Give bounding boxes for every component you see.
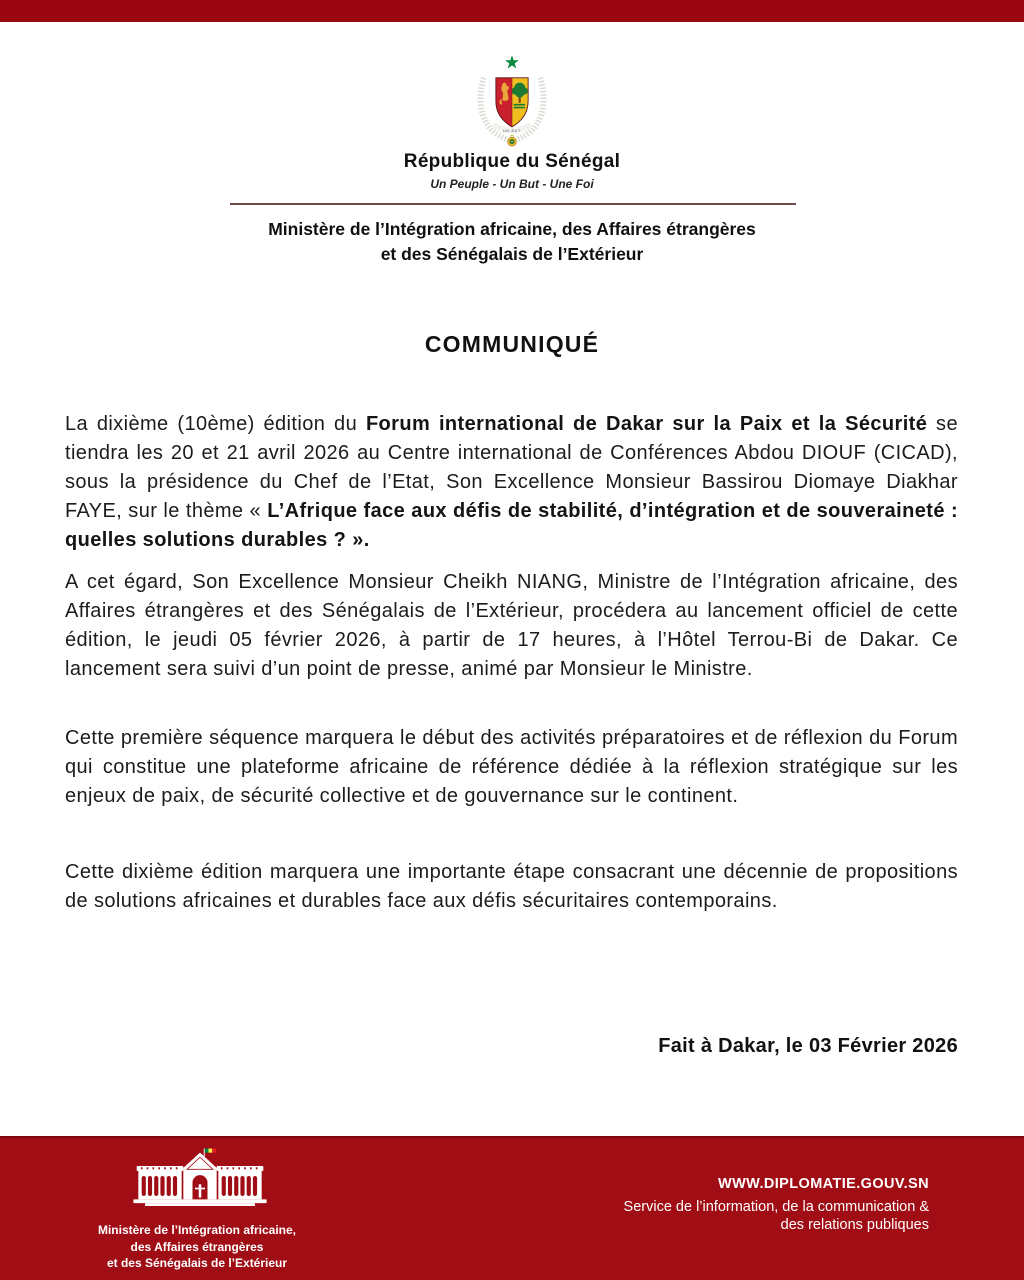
paragraph-3: Cette première séquence marquera le début des activités préparatoires et de réflexion du Forum qui constitue une plateforme africaine de référence dédiée à la réflexion stratégique sur les enjeux de paix, de sécurité collective et de gouvernance sur le continent.	[65, 727, 958, 807]
dateline: Fait à Dakar, le 03 Février 2026	[658, 1035, 958, 1057]
footer-ministry-line3: et des Sénégalais de l’Extérieur	[106, 1256, 288, 1270]
footer-service-line2: des relations publiques	[780, 1216, 929, 1233]
document-heading: COMMUNIQUÉ	[424, 331, 600, 357]
paragraph-1-text-1: La dixième (10ème) édition du	[65, 413, 366, 435]
footer-ministry-line1: Ministère de l’Intégration africaine,	[97, 1223, 297, 1237]
footer-service-line1: Service de l’information, de la communication &	[623, 1199, 929, 1215]
republic-title: République du Sénégal	[403, 151, 621, 172]
footer-service	[624, 1199, 929, 1234]
footer-band	[0, 1136, 1024, 1280]
ministry-building-icon	[125, 1146, 275, 1216]
footer-ministry-line2: des Affaires étrangères	[130, 1239, 264, 1254]
paragraph-1-bold-1: Forum international de Dakar sur la Paix et la Sécurité	[365, 413, 928, 435]
emblem-ribbon-text: UN BUT	[502, 129, 522, 134]
paragraph-2: A cet égard, Son Excellence Monsieur Cheikh NIANG, Ministre de l’Intégration africaine, des Affaires étrangères et des Sénégalais de l’Extérieur, procédera au lancement officiel de cette édition, le jeudi 05 février 2026, à partir de 17 heures, à l’Hôtel Terrou-Bi de Dakar. Ce lancement sera suivi d’un point de presse, animé par Monsieur le Ministre.	[65, 571, 958, 680]
paragraph-1-bold-2: L’Afrique face aux défis de stabilité, d’intégration et de souveraineté : quelles solutions durables ? ».	[65, 500, 959, 551]
header-separator-line	[230, 203, 796, 205]
paragraph-4: Cette dixième édition marquera une importante étape consacrant une décennie de propositions de solutions africaines et durables face aux défis sécuritaires contemporains.	[65, 861, 958, 912]
paragraph-1	[65, 410, 958, 555]
ministry-title-line1: Ministère de l’Intégration africaine, des Affaires étrangères	[268, 219, 756, 239]
ministry-title	[0, 217, 1024, 267]
ministry-title-line2: et des Sénégalais de l’Extérieur	[380, 244, 644, 264]
senegal-flag-icon	[204, 1149, 216, 1159]
senegal-coat-of-arms-icon	[468, 54, 556, 150]
footer-ministry-name	[77, 1222, 317, 1272]
national-motto: Un Peuple - Un But - Une Foi	[430, 177, 594, 191]
footer-right-block	[624, 1176, 929, 1234]
paragraph-1-text-2: se tiendra les 20 et 21 avril 2026 au Centre international de Conférences Abdou DIOUF (CICAD), sous la présidence du Chef de l’Etat, Son Excellence Monsieur Bassirou Diomaye Diakhar FAYE, sur le thème «	[65, 413, 958, 522]
footer-website: WWW.DIPLOMATIE.GOUV.SN	[718, 1176, 929, 1192]
top-red-band	[0, 0, 1024, 22]
